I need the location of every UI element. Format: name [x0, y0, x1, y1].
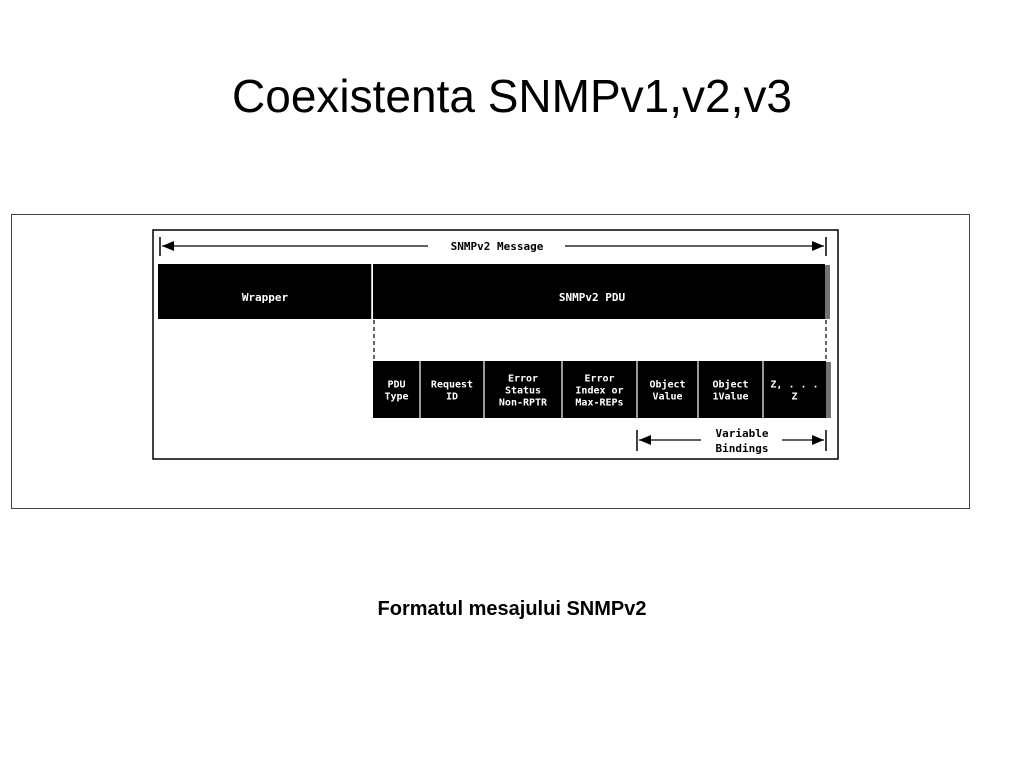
pdu-field-label: Error — [507, 373, 539, 385]
pdu-field-label: Z — [791, 391, 798, 403]
bindings-label-line2: Bindings — [715, 442, 769, 455]
pdu-field-label: Index or — [575, 385, 624, 397]
pdu-label: SNMPv2 PDU — [558, 291, 626, 304]
pdu-field-label: Type — [384, 391, 409, 403]
pdu-field-label: Object — [649, 379, 686, 391]
slide-title: Coexistenta SNMPv1,v2,v3 — [232, 70, 792, 122]
pdu-field-label: Value — [652, 391, 683, 403]
pdu-field-label: Object — [712, 379, 749, 391]
pdu-field-label: Max-REPs — [575, 397, 624, 409]
pdu-field-label: Request — [430, 379, 474, 391]
snmpv2-message-diagram — [152, 229, 840, 461]
bindings-label-line1: Variable — [715, 427, 769, 440]
pdu-field-label: Z, . . . — [770, 379, 819, 391]
pdu-field-label: Status — [504, 385, 542, 397]
pdu-field-0 — [384, 380, 408, 403]
wrapper-label: Wrapper — [241, 291, 289, 304]
message-label: SNMPv2 Message — [450, 240, 544, 253]
pdu-field-label: Non-RPTR — [498, 397, 548, 409]
figure-caption: Formatul mesajului SNMPv2 — [377, 598, 647, 620]
pdu-field-label: 1Value — [712, 391, 749, 403]
pdu-field-label: ID — [445, 391, 459, 403]
pdu-field-label: Error — [584, 373, 615, 385]
pdu-field-label: PDU — [387, 379, 406, 391]
